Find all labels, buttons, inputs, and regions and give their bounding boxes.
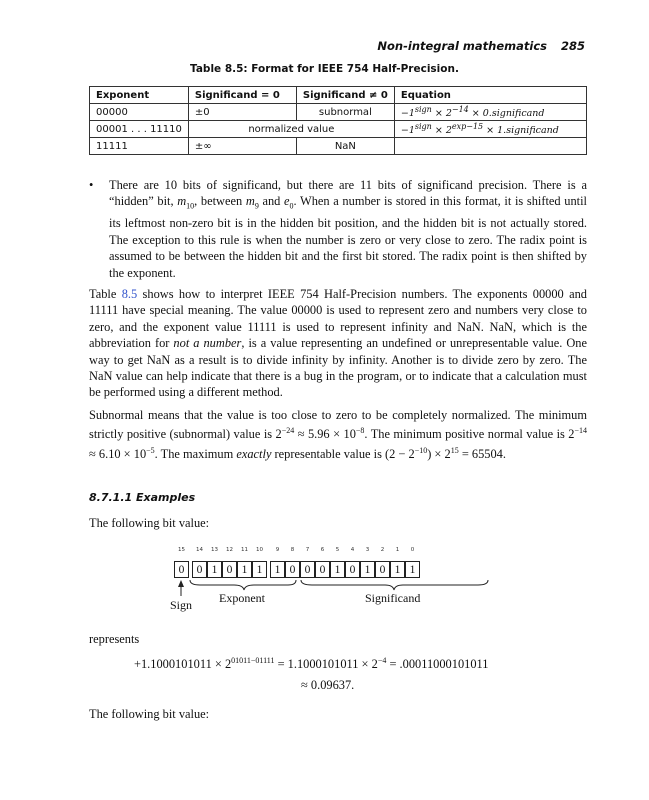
- section-heading: 8.7.1.1 Examples: [89, 491, 196, 504]
- bit-cell: 0: [192, 561, 207, 578]
- bit-index: 1: [395, 547, 400, 553]
- col-exponent: Exponent: [90, 87, 189, 104]
- cell-sig-nonzero: subnormal: [296, 104, 394, 121]
- exponent-label: Exponent: [219, 591, 265, 605]
- bit-index: 9: [275, 547, 280, 553]
- p1-text-c: , is a value representing an undefined or unrepresentable value. One way to get NaN as a result is to divide infinity by infinity. Another is to divide zero by zero. The NaN value can help indicate that there is a bug in the program, or to indicate that a calculation must be performed using a different method.: [89, 336, 587, 400]
- bit-cell: 0: [315, 561, 330, 578]
- paragraph-subnormal: Subnormal means that the value is too close to zero to be completely normalized. The minimum strictly positive (subnormal) value is $2^{-24} \approx 5.96 \times 10^{-8}$. The minimum positive normal value is $2^{-14} \approx 6.10 \times 10^{-5}$. The maximum exactly representable value is $(2 - 2^{-10}) \times 2^{15} = 65504$.: [89, 408, 587, 462]
- col-equation: Equation: [394, 87, 586, 104]
- bit-cell: 0: [285, 561, 300, 578]
- bit-cell: 0: [375, 561, 390, 578]
- cell-sig-nonzero: NaN: [296, 138, 394, 155]
- p1-text-b: shows how to interpret IEEE 754 Half-Precision numbers. The exponents 00000 and 11111 have special meaning. The value 00000 is used to represent zero and numbers very close to zero, and the exponent value 11111 is used to represent infinity and NaN. NaN, which is the abbreviation for: [89, 287, 587, 351]
- bullet-text: There are 10 bits of significand, but there are 11 bits of significand precision. There is a “hidden” bit, $m_{10}$, between $m_9$ and $e_0$. When a number is stored in this format, it is shifted until its leftmost non-zero bit is in the hidden bit position, and the hidden bit is not actually stored. The exception to this rule is when the number is zero or very close to zero. The radix point is assumed to be between the hidden bit and the first bit stored. The radix point is then shifted by the exponent.: [109, 178, 587, 280]
- equation-line-1: $+1.1000101011 \times 2^{01011-01111} = 1.1000101011 \times 2^{-4} = .00011000101011$: [134, 656, 489, 672]
- bit-cell: 1: [207, 561, 222, 578]
- bullet-dot: •: [89, 178, 94, 192]
- sign-label: Sign: [170, 598, 193, 612]
- header-title: Non-integral mathematics: [377, 39, 547, 53]
- bit-index: 5: [335, 547, 340, 553]
- cell-merged: normalized value: [188, 121, 394, 138]
- bit-index: 6: [320, 547, 325, 553]
- bit-cell: 1: [270, 561, 285, 578]
- significand-label: Significand: [365, 591, 421, 605]
- table-row: [90, 138, 587, 155]
- running-header: [377, 39, 585, 53]
- represents-text: represents: [89, 632, 140, 646]
- half-precision-table: [89, 86, 587, 155]
- bit-cell: 1: [360, 561, 375, 578]
- cell-exponent: 00001 . . . 11110: [90, 121, 189, 138]
- significand-brace: [301, 580, 488, 590]
- bit-cell: 1: [405, 561, 420, 578]
- following-text-2: The following bit value:: [89, 707, 210, 721]
- bit-index: 13: [211, 547, 218, 553]
- bit-index: 0: [410, 547, 415, 553]
- bit-index: 2: [380, 547, 385, 553]
- following-text-1: The following bit value:: [89, 516, 210, 530]
- bit-index: 11: [241, 547, 248, 553]
- bullet-item: [89, 177, 587, 281]
- table-link[interactable]: 8.5: [121, 287, 138, 301]
- bit-cell: 1: [330, 561, 345, 578]
- col-significand-zero: Significand = 0: [188, 87, 296, 104]
- table-row: [90, 104, 587, 121]
- p1-emphasis: not a number: [173, 336, 242, 351]
- bit-index: 10: [256, 547, 263, 553]
- table-row: [90, 121, 587, 138]
- bit-index: 4: [350, 547, 355, 553]
- cell-sig-zero: ±∞: [188, 138, 296, 155]
- cell-equation: [394, 138, 586, 155]
- table-caption: Table 8.5: Format for IEEE 754 Half-Precision.: [190, 63, 459, 75]
- exponent-brace: [190, 580, 296, 590]
- page-number: 285: [560, 39, 585, 53]
- cell-equation: $-1^{sign} \times 2^{-14}$ × 0.significand: [394, 104, 586, 121]
- bit-cell: 1: [237, 561, 252, 578]
- cell-exponent: 00000: [90, 104, 189, 121]
- bit-index: 7: [305, 547, 310, 553]
- bit-cell: 0: [174, 561, 189, 578]
- bit-index: 12: [226, 547, 233, 553]
- bit-cell: 1: [390, 561, 405, 578]
- cell-sig-zero: ±0: [188, 104, 296, 121]
- paragraph-nan: [89, 286, 587, 401]
- bit-cell: 0: [300, 561, 315, 578]
- cell-equation: $-1^{sign} \times 2^{exp-15}$ × 1.significand: [394, 121, 586, 138]
- bit-index: 15: [178, 547, 185, 553]
- sign-arrow-head: [178, 580, 184, 587]
- bit-cell: 1: [252, 561, 267, 578]
- bit-index: 14: [196, 547, 203, 553]
- bit-index: 3: [365, 547, 370, 553]
- bit-index: 8: [290, 547, 295, 553]
- table-header-row: [90, 87, 587, 104]
- bit-cell: 0: [345, 561, 360, 578]
- bit-cell: 0: [222, 561, 237, 578]
- cell-exponent: 11111: [90, 138, 189, 155]
- equation-line-2: ≈ 0.09637.: [301, 678, 355, 692]
- p1-text-a: Table: [89, 287, 122, 301]
- col-significand-nonzero: Significand ≠ 0: [296, 87, 394, 104]
